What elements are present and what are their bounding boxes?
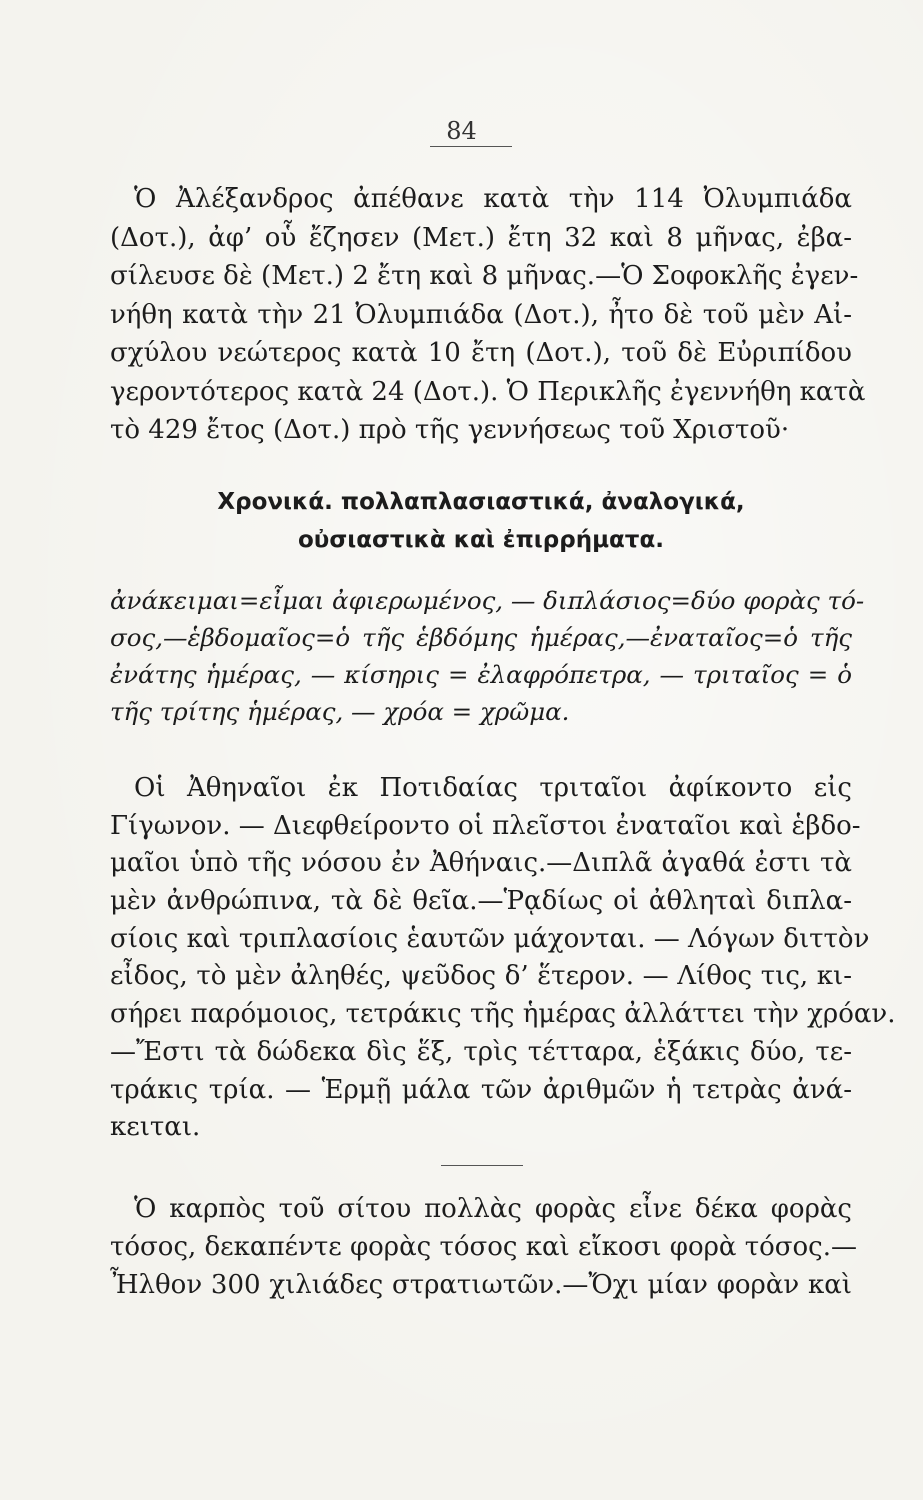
section-divider (441, 1165, 523, 1166)
text-line: Ὁ καρπὸς τοῦ σίτου πολλὰς φορὰς εἶνε δέκα φορὰς (134, 1194, 852, 1224)
glossary-line: σος,—ἑβδομαῖος=ὁ τῆς ἑβδόμης ἡμέρας,—ἐναταῖος=ὁ τῆς (110, 623, 852, 652)
glossary-line: τῆς τρίτης ἡμέρας, — χρόα = χρῶμα. (110, 697, 570, 726)
text-line: τράκις τρία. — Ἑρμῇ μάλα τῶν ἀριθμῶν ἡ τετρὰς ἀνά- (110, 1074, 852, 1105)
text-line: σχύλου νεώτερος κατὰ 10 ἔτη (Δοτ.), τοῦ δὲ Εὐριπίδου (110, 338, 852, 368)
text-line: νήθη κατὰ τὴν 21 Ὀλυμπιάδα (Δοτ.), ἦτο δὲ τοῦ μὲν Αἰ- (110, 299, 852, 330)
heading-line: οὐσιαστικὰ καὶ ἐπιρρήματα. (297, 527, 665, 553)
text-line: —Ἔστι τὰ δώδεκα δὶς ἕξ, τρὶς τέτταρα, ἑξάκις δύο, τε- (110, 1036, 852, 1067)
heading-line: Χρονικά. πολλαπλασιαστικά, ἀναλογικά, (217, 489, 745, 515)
text-line: Ἦλθον 300 χιλιάδες στρατιωτῶν.—Ὄχι μίαν φορὰν καὶ (110, 1270, 852, 1300)
text-line: Γίγωνον. — Διεφθείροντο οἱ πλεῖστοι ἐναταῖοι καὶ ἑβδο- (110, 810, 861, 841)
section-heading (110, 483, 852, 559)
example-sentences (110, 770, 896, 1147)
glossary-line: ἀνάκειμαι=εἶμαι ἀφιερωμένος, — διπλάσιος=δύο φορὰς τό- (110, 586, 865, 615)
text-line: μὲν ἀνθρώπινα, τὰ δὲ θεῖα.—Ῥᾳδίως οἱ ἀθληταὶ διπλα- (110, 886, 852, 917)
text-line: κειται. (110, 1112, 201, 1143)
text-line: σήρει παρόμοιος, τετράκις τῆς ἡμέρας ἀλλάττει τὴν χρόαν. (110, 999, 896, 1030)
text-line: (Δοτ.), ἀφ’ οὗ ἔζησεν (Μετ.) ἔτη 32 καὶ 8 μῆνας, ἐβα- (110, 222, 852, 253)
text-line: τόσος, δεκαπέντε φορὰς τόσος καὶ εἴκοσι φορὰ τόσος.— (110, 1232, 858, 1262)
text-line: μαῖοι ὑπὸ τῆς νόσου ἐν Ἀθήναις.—Διπλᾶ ἀγαθά ἐστι τὰ (110, 848, 852, 879)
text-line: γεροντότερος κατὰ 24 (Δοτ.). Ὁ Περικλῆς ἐγεννήθη κατὰ (110, 376, 866, 407)
paragraph-dates (110, 180, 866, 450)
text-line: Οἱ Ἀθηναῖοι ἐκ Ποτιδαίας τριταῖοι ἀφίκοντο εἰς (134, 773, 852, 803)
page-number: 84 (446, 117, 477, 145)
vocabulary-glossary (110, 582, 865, 730)
text-line: εἶδος, τὸ μὲν ἀληθές, ψεῦδος δ’ ἕτερον. — Λίθος τις, κι- (110, 961, 852, 992)
page-number-rule (430, 146, 512, 147)
text-line: Ὁ Ἀλέξανδρος ἀπέθανε κατὰ τὴν 114 Ὀλυμπιάδα (134, 184, 852, 214)
text-line: σίλευσε δὲ (Μετ.) 2 ἔτη καὶ 8 μῆνας.—Ὁ Σοφοκλῆς ἐγεν- (110, 261, 859, 291)
paragraph-translation (110, 1190, 858, 1304)
glossary-line: ἐνάτης ἡμέρας, — κίσηρις = ἐλαφρόπετρα, — τριταῖος = ὁ (110, 660, 852, 689)
text-line: τὸ 429 ἔτος (Δοτ.) πρὸ τῆς γεννήσεως τοῦ Χριστοῦ· (110, 415, 790, 445)
text-line: σίοις καὶ τριπλασίοις ἑαυτῶν μάχονται. — Λόγων διττὸν (110, 923, 870, 954)
